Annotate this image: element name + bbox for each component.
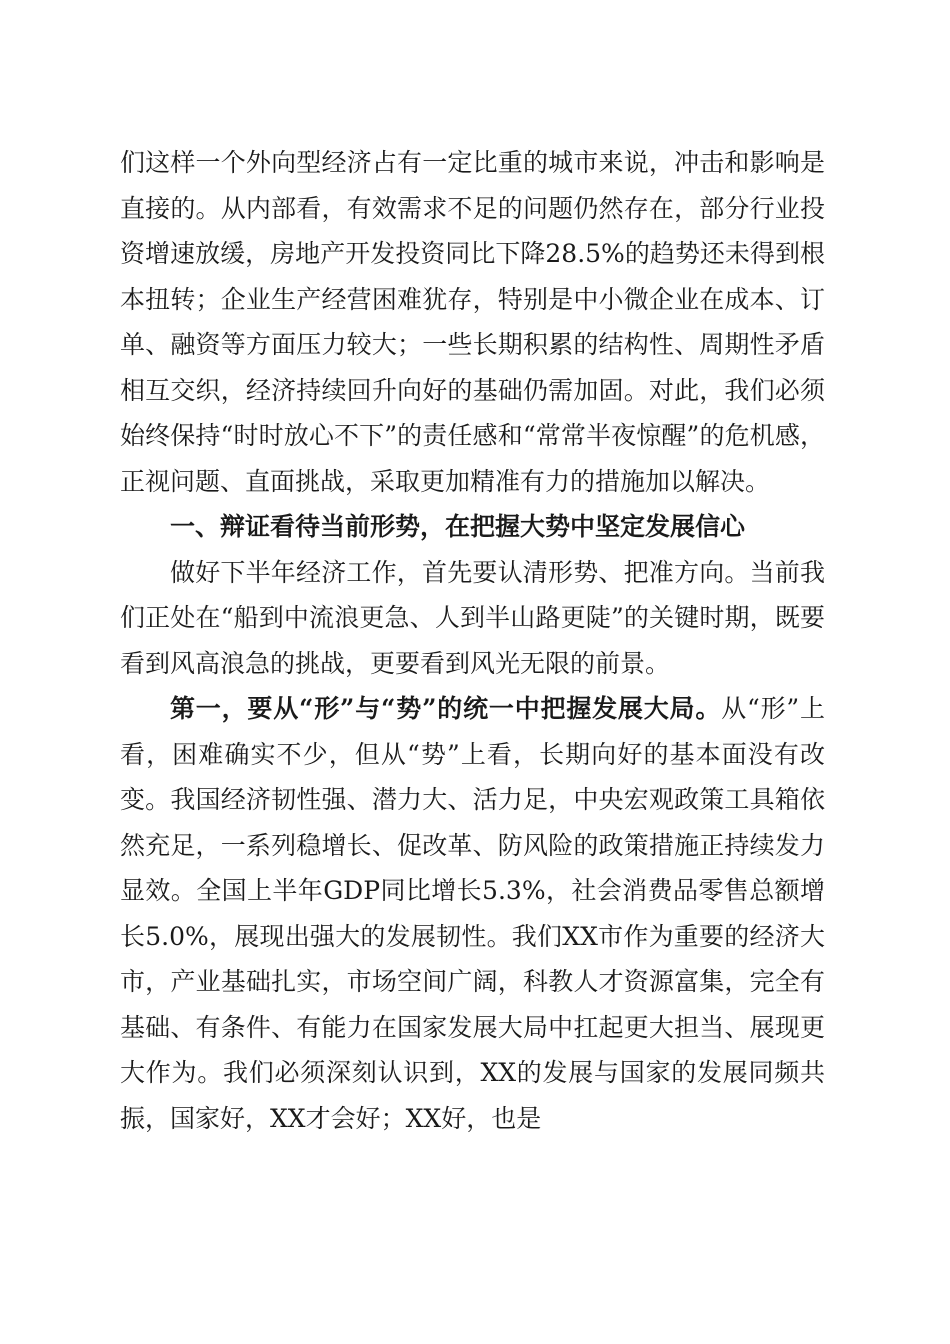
first-point-lead: 第一，要从“形”与“势”的统一中把握发展大局。 [170, 694, 722, 723]
paragraph-continuation: 们这样一个外向型经济占有一定比重的城市来说，冲击和影响是直接的。从内部看，有效需求不足的问题仍然存在，部分行业投资增速放缓，房地产开发投资同比下降28.5%的趋势还未得到根本扭转；企业生产经营困难犹存，特别是中小微企业在成本、订单、融资等方面压力较大；一些长期积累的结构性、周期性矛盾相互交织，经济持续回升向好的基础仍需加固。对此，我们必须始终保持“时时放心不下”的责任感和“常常半夜惊醒”的危机感，正视问题、直面挑战，采取更加精准有力的措施加以解决。 [120, 148, 825, 496]
first-point-body: 从“形”上看，困难确实不少，但从“势”上看，长期向好的基本面没有改变。我国经济韧性强、潜力大、活力足，中央宏观政策工具箱依然充足，一系列稳增长、促改革、防风险的政策措施正持续发力显效。全国上半年GDP同比增长5.3%，社会消费品零售总额增长5.0%，展现出强大的发展韧性。我们XX市作为重要的经济大市，产业基础扎实，市场空间广阔，科教人才资源富集，完全有基础、有条件、有能力在国家发展大局中扛起更大担当、展现更大作为。我们必须深刻认识到，XX的发展与国家的发展同频共振，国家好，XX才会好；XX好，也是 [120, 694, 825, 1133]
document-body [120, 140, 825, 1141]
paragraph-situation: 做好下半年经济工作，首先要认清形势、把准方向。当前我们正处在“船到中流浪更急、人到半山路更陡”的关键时期，既要看到风高浪急的挑战，更要看到风光无限的前景。 [120, 557, 825, 678]
paragraph-first-point [120, 686, 825, 1141]
section-heading: 一、辩证看待当前形势，在把握大势中坚定发展信心 [170, 512, 746, 541]
